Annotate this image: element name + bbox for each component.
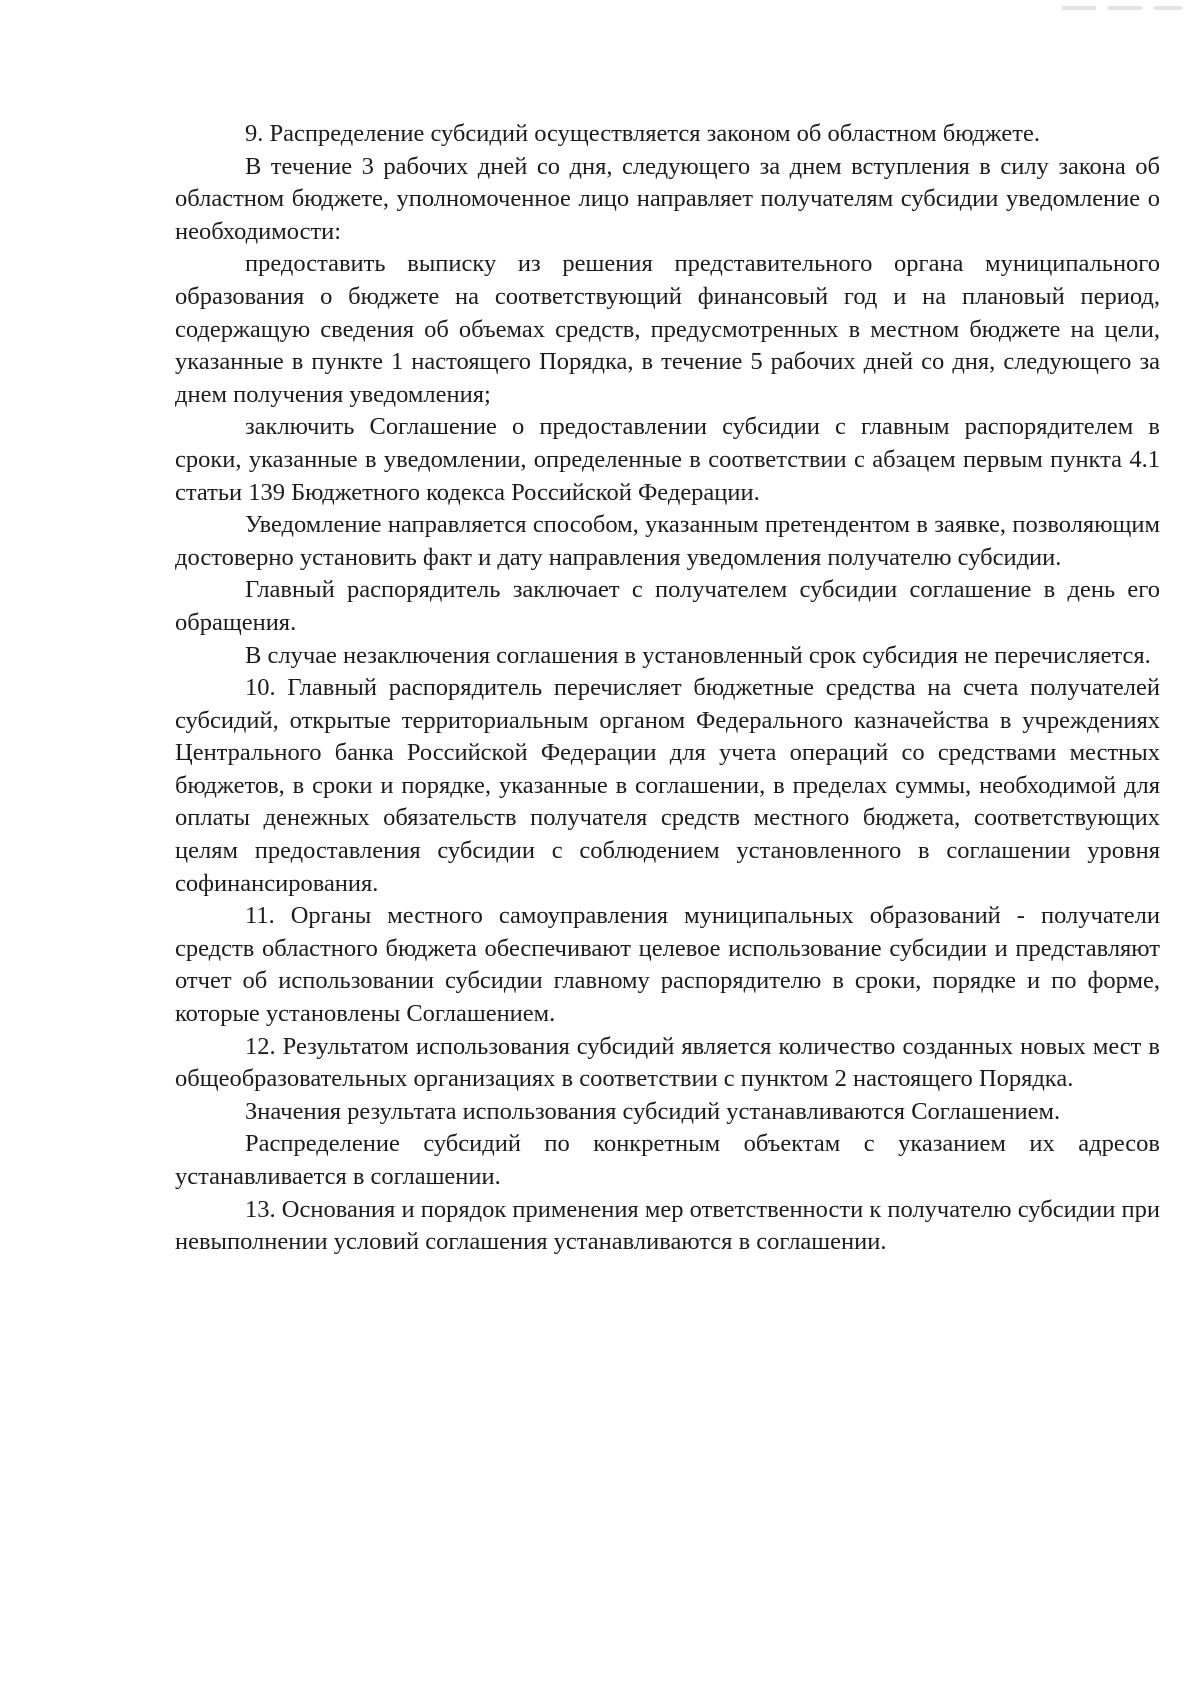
budget-extract-paragraph: предоставить выписку из решения представительного органа муниципального образования о бюджете на соответствующий финансовый год и на плановый период, содержащую сведения об объемах средств, предусмотренных в местном бюджете на цели, указанные в пункте 1 настоящего Порядка, в течение 5 рабочих дней со дня, следующего за днем получения уведомления; — [175, 250, 1160, 408]
document-body — [175, 118, 1160, 1259]
clause-10-paragraph: 10. Главный распорядитель перечисляет бюджетные средства на счета получателей субсидий, открытые территориальным органом Федерального казначейства в учреждениях Центрального банка Российской Федерации для учета операций со средствами местных бюджетов, в сроки и порядке, указанные в соглашении, в пределах суммы, необходимой для оплаты денежных обязательств получателя средств местного бюджета, соответствующих целям предоставления субсидии с соблюдением установленного в соглашении уровня софинансирования. — [175, 674, 1160, 897]
agreement-signing-paragraph: Главный распорядитель заключает с получателем субсидии соглашение в день его обращения. — [175, 576, 1160, 636]
notification-method-paragraph: Уведомление направляется способом, указанным претендентом в заявке, позволяющим достоверно установить факт и дату направления уведомления получателю субсидии. — [175, 511, 1160, 571]
clause-11-paragraph: 11. Органы местного самоуправления муниципальных образований - получатели средств областного бюджета обеспечивают целевое использование субсидии и представляют отчет об использовании субсидии главному распорядителю в сроки, порядке и по форме, которые установлены Соглашением. — [175, 902, 1160, 1028]
non-conclusion-paragraph: В случае незаключения соглашения в установленный срок субсидия не перечисляется. — [245, 641, 1151, 669]
clause-9-paragraph: 9. Распределение субсидий осуществляется законом об областном бюджете. — [245, 120, 1040, 147]
scan-artifact — [1062, 6, 1182, 10]
result-values-paragraph: Значения результата использования субсидий устанавливаются Соглашением. — [245, 1097, 1061, 1125]
notification-paragraph: В течение 3 рабочих дней со дня, следующего за днем вступления в силу закона об областном бюджете, уполномоченное лицо направляет получателям субсидии уведомление о необходимости: — [175, 152, 1160, 245]
clause-12-paragraph: 12. Результатом использования субсидий является количество созданных новых мест в общеобразовательных организациях в соответствии с пунктом 2 настоящего Порядка. — [175, 1032, 1160, 1093]
object-distribution-paragraph: Распределение субсидий по конкретным объектам с указанием их адресов устанавливается в соглашении. — [175, 1130, 1160, 1190]
agreement-conclusion-paragraph: заключить Соглашение о предоставлении субсидии с главным распорядителем в сроки, указанные в уведомлении, определенные в соответствии с абзацем первым пункта 4.1 статьи 139 Бюджетного кодекса Российской Федерации. — [175, 413, 1160, 506]
clause-13-paragraph: 13. Основания и порядок применения мер ответственности к получателю субсидии при невыполнении условий соглашения устанавливаются в соглашении. — [175, 1195, 1160, 1256]
